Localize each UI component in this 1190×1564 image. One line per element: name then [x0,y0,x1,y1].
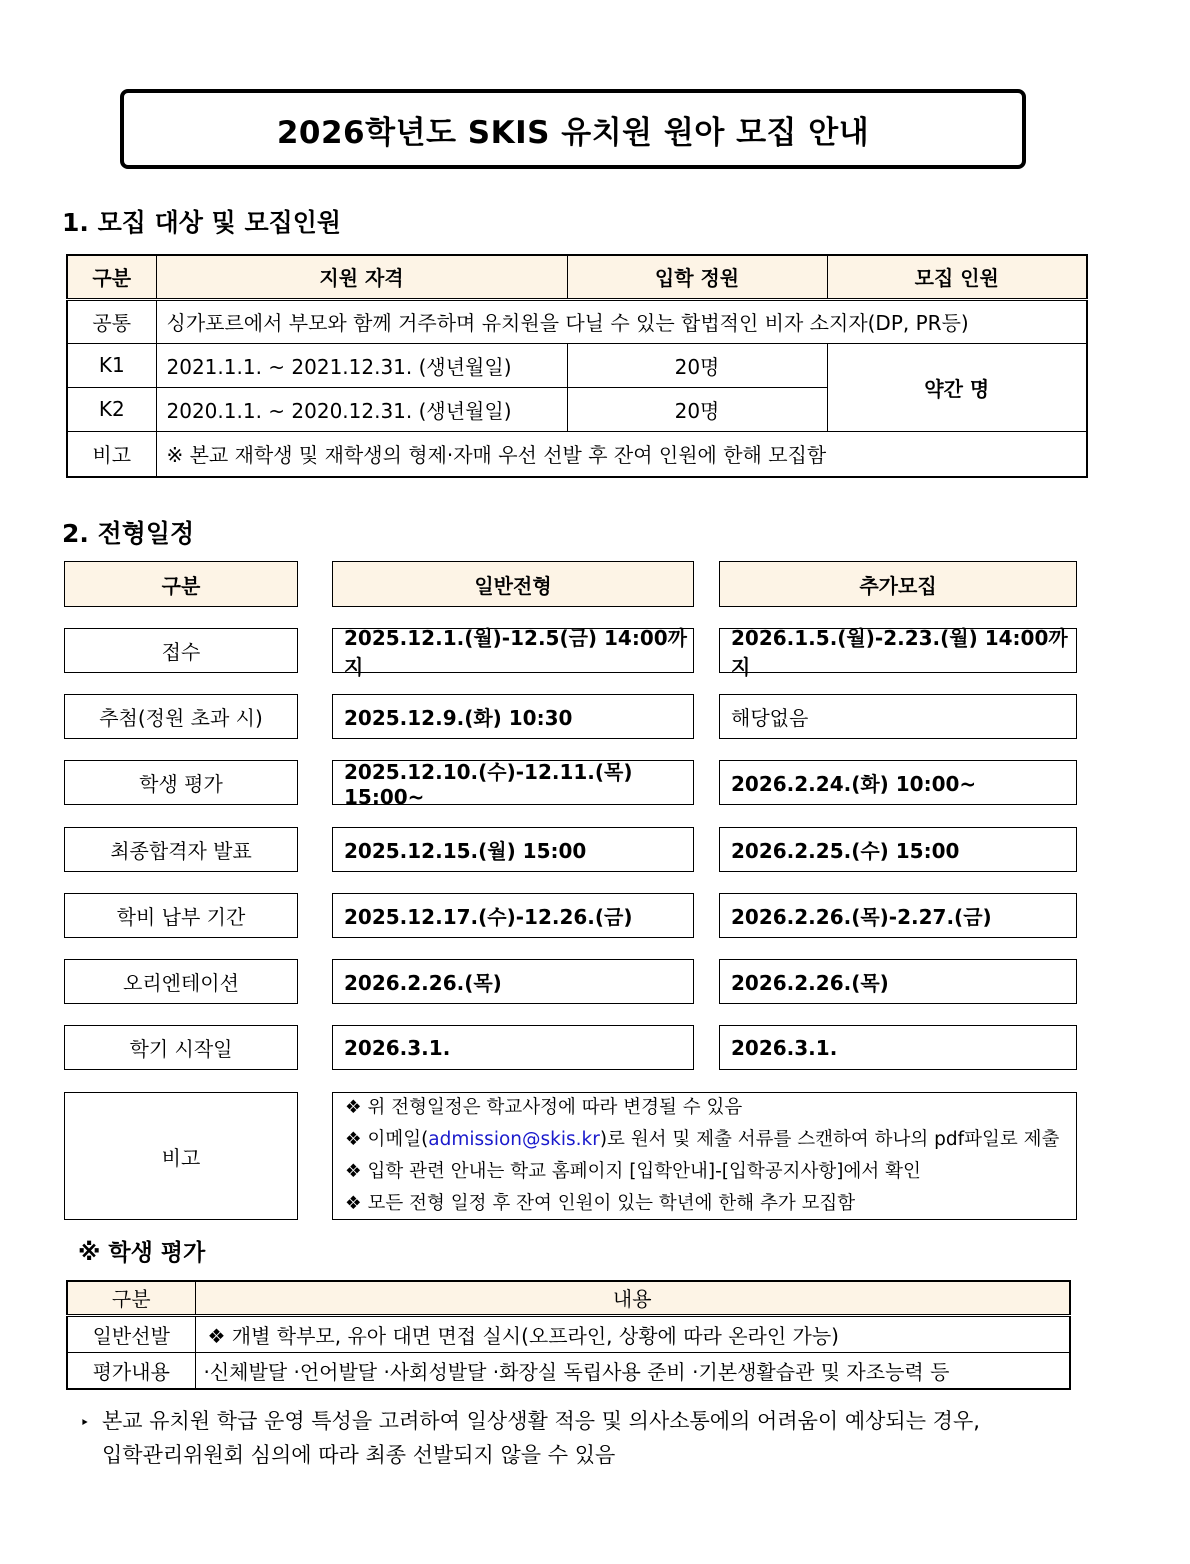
note-item: ❖ 입학 관련 안내는 학교 홈페이지 [입학안내]-[입학공지사항]에서 확인 [345,1161,921,1182]
schedule-row-general: 2026.2.26.(목) [332,959,694,1004]
row-common-label: 공통 [67,299,156,343]
schedule-row-additional: 2026.2.25.(수) 15:00 [719,827,1077,872]
row-note-text: ※ 본교 재학생 및 재학생의 형제·자매 우선 선발 후 잔여 인원에 한해 모집함 [156,431,1087,477]
eval-row1-label: 일반선발 [67,1315,195,1352]
header-category: 구분 [67,255,156,299]
schedule-row-general: 2025.12.15.(월) 15:00 [332,827,694,872]
schedule-row-label: 최종합격자 발표 [64,827,298,872]
schedule-row-additional: 2026.2.26.(목) [719,959,1077,1004]
row-k2-period: 2020.1.1. ~ 2020.12.31. (생년월일) [156,387,567,431]
row-k2-quota: 20명 [567,387,827,431]
row-k2-label: K2 [67,387,156,431]
footnote-line1: ‣ 본교 유치원 학급 운영 특성을 고려하여 일상생활 적응 및 의사소통에의 어려움이 예상되는 경우, [80,1404,980,1440]
schedule-row-label: 학기 시작일 [64,1025,298,1070]
eval-header-content: 내용 [195,1281,1070,1315]
schedule-row-general: 2025.12.10.(수)-12.11.(목) 15:00~ [332,760,694,805]
schedule-notes-label: 비고 [64,1092,298,1220]
row-k1-period: 2021.1.1. ~ 2021.12.31. (생년월일) [156,343,567,387]
bullet-icon: ‣ [80,1413,90,1432]
schedule-row-additional: 2026.1.5.(월)-2.23.(월) 14:00까지 [719,628,1077,673]
row-k1-label: K1 [67,343,156,387]
schedule-row-general: 2025.12.17.(수)-12.26.(금) [332,893,694,938]
eval-row2-text: ·신체발달 ·언어발달 ·사회성발달 ·화장실 독립사용 준비 ·기본생활습관 및 자조능력 등 [195,1352,1070,1389]
schedule-row-general: 2026.3.1. [332,1025,694,1070]
eval-row2-label: 평가내용 [67,1352,195,1389]
header-recruit: 모집 인원 [827,255,1087,299]
email-link[interactable]: admission@skis.kr [428,1129,600,1150]
schedule-row-additional: 2026.3.1. [719,1025,1077,1070]
schedule-row-additional: 2026.2.24.(화) 10:00~ [719,760,1077,805]
note-item: ❖ 위 전형일정은 학교사정에 따라 변경될 수 있음 [345,1097,743,1118]
row-note-label: 비고 [67,431,156,477]
schedule-notes [332,1092,1077,1220]
note-item: ❖ 모든 전형 일정 후 잔여 인원이 있는 학년에 한해 추가 모집함 [345,1193,856,1214]
evaluation-table [66,1280,1071,1390]
eval-header-category: 구분 [67,1281,195,1315]
header-quota: 입학 정원 [567,255,827,299]
row-k1-quota: 20명 [567,343,827,387]
row-common-text: 싱가포르에서 부모와 함께 거주하며 유치원을 다닐 수 있는 합법적인 비자 소지자(DP, PR등) [156,299,1087,343]
schedule-row-additional: 해당없음 [719,694,1077,739]
recruitment-table [66,254,1088,478]
page-title: 2026학년도 SKIS 유치원 원아 모집 안내 [120,89,1026,169]
evaluation-heading: ※ 학생 평가 [78,1240,206,1266]
schedule-row-general: 2025.12.9.(화) 10:30 [332,694,694,739]
schedule-row-general: 2025.12.1.(월)-12.5(금) 14:00까지 [332,628,694,673]
note-item: ❖ 이메일(admission@skis.kr)로 원서 및 제출 서류를 스캔하여 하나의 pdf파일로 제출 [345,1129,1060,1150]
section2-heading: 2. 전형일정 [62,519,195,548]
eval-row1-text: ❖ 개별 학부모, 유아 대면 면접 실시(오프라인, 상황에 따라 온라인 가능) [195,1315,1070,1352]
schedule-header-category: 구분 [64,561,298,607]
schedule-row-label: 접수 [64,628,298,673]
schedule-row-label: 추첨(정원 초과 시) [64,694,298,739]
schedule-row-label: 학생 평가 [64,760,298,805]
recruit-count: 약간 명 [827,343,1087,431]
schedule-row-additional: 2026.2.26.(목)-2.27.(금) [719,893,1077,938]
footnote-line2: 입학관리위원회 심의에 따라 최종 선발되지 않을 수 있음 [102,1443,616,1467]
schedule-row-label: 학비 납부 기간 [64,893,298,938]
schedule-header-general: 일반전형 [332,561,694,607]
schedule-header-additional: 추가모집 [719,561,1077,607]
schedule-row-label: 오리엔테이션 [64,959,298,1004]
section1-heading: 1. 모집 대상 및 모집인원 [62,208,342,237]
header-eligibility: 지원 자격 [156,255,567,299]
